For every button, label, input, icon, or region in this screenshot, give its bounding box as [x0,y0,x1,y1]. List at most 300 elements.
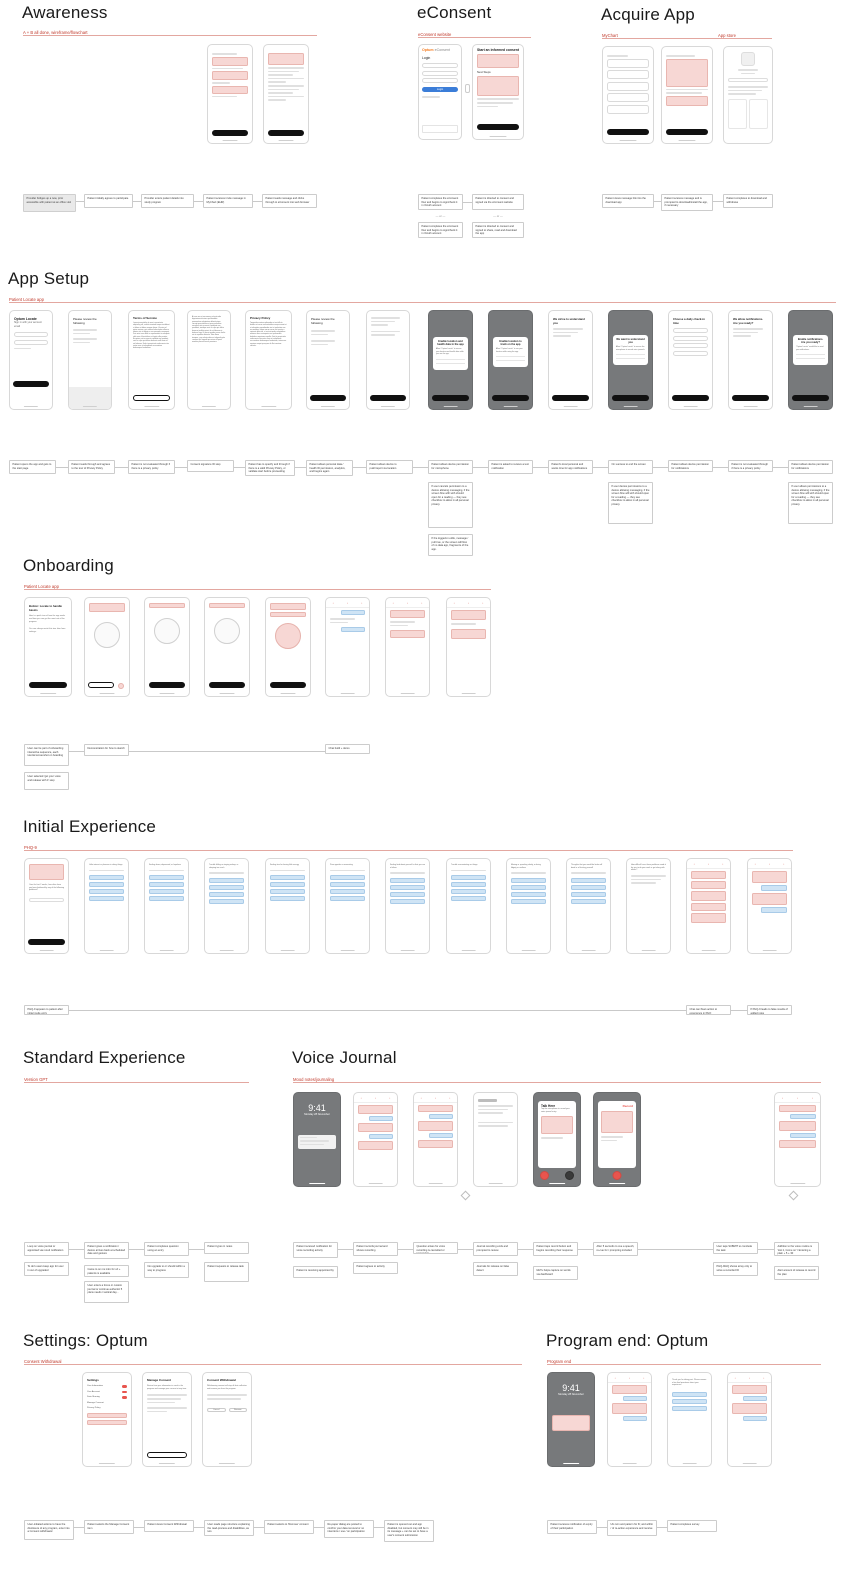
tab-item[interactable]: • [754,863,756,866]
notification-card[interactable] [552,1415,590,1431]
primary-button[interactable] [612,395,648,401]
email-field[interactable] [422,63,458,68]
annotation-red [89,603,125,612]
record-button-active[interactable] [613,1171,622,1180]
continue-button[interactable] [370,395,405,401]
note-card: Patient gives a notification / device arrives back at scheduled date and gesture [84,1242,129,1259]
answer-option[interactable] [209,885,244,890]
settings-screen-consent-withdrawal [202,1372,252,1467]
get-button[interactable] [728,78,768,82]
dialog-title: Enable location and health data in the app [437,340,464,346]
connector [314,1527,324,1528]
answer-option[interactable] [451,875,486,880]
note-card: Addition to the voice routine is 'lost it, Come on' / Entering a plain + 5 + 30 [774,1242,819,1256]
note-card: Patient allows device permission for notifications [668,460,713,472]
continue-button[interactable] [88,682,114,688]
connector [129,751,325,752]
screen-title: Consent Withdrawal [207,1378,236,1382]
divider-voice [293,1082,821,1083]
annotation-red [779,1105,816,1112]
login-button[interactable]: Login [422,87,458,92]
note-card: Patient views Consent Withdrawal [144,1520,194,1532]
note-card: Came to on ms intro for url + patients is available [84,1265,129,1277]
password-field[interactable] [422,71,458,76]
dialog-deny-button[interactable] [436,363,465,367]
mood-circle[interactable] [94,622,120,648]
home-indicator [309,1183,325,1184]
answer-option[interactable] [511,899,546,904]
note-card: User enters a focus or custom journal or continue authentic 5 plans needs / tactical day... [84,1281,129,1303]
section-sub-initial: PHQ-9 [24,845,37,850]
home-indicator [609,1183,625,1184]
home-indicator [368,1183,383,1184]
connector [413,467,428,468]
tab-item[interactable]: • [482,602,484,605]
top-tabs[interactable] [728,1373,771,1383]
connector [533,467,548,468]
dialog-deny-button[interactable] [616,358,645,362]
dialog-deny-button[interactable] [496,360,525,364]
question-text: How difficult have these problems made it for you to do your work or get along with others? [631,864,666,872]
body-text: At vero eos et accusamus et iusto odio dignissimos ducimus qui blanditiis praesentium voluptatum deleniti atque corrupti quos dolores et quas molestias excepturi sint occaecati cupiditate non provident, similique sunt in culpa qui officia deserunt mollitia animi, id est laborum et dolorum fuga. Et harum quidem rerum facilis est et expedita distinctio. Nam libero tempore, cum soluta nobis est eligendi optio cumque nihil impedit quo minus id quod maxime placeat facere possimus. [192,316,226,344]
top-tabs[interactable] [326,598,369,608]
screen-title: Terms of Service [133,316,157,320]
connector [189,1249,204,1250]
home-indicator [381,406,395,407]
body-text: You can always revisit this tour later from settings. [29,628,66,634]
label-mychart: MyChart [602,33,618,38]
tab-item[interactable]: • [782,1097,783,1100]
connector [338,1249,353,1250]
answer-option[interactable] [149,889,184,894]
answer-option[interactable] [209,899,244,904]
dialog-deny-button[interactable] [796,358,825,362]
note-card: Patient allows personal data / health ID permission, analytics, and begins again [306,460,353,476]
toggle-switch[interactable] [465,84,470,93]
primary-button[interactable] [268,130,305,136]
settings-item-your-account[interactable] [87,1391,127,1394]
screen-heading [478,1099,497,1102]
note-card-sub: If user allows permissions to a device allowing messaging, if the screen flow will with should open for a reading — they see checkbox to allow in all personal privacy. [788,482,833,524]
home-indicator [321,406,335,407]
connector [69,1010,686,1011]
toggle-icon[interactable] [122,1391,127,1394]
connector [731,1010,747,1011]
continue-button[interactable] [477,124,519,130]
option-button[interactable] [29,898,64,902]
tab-item[interactable]: • [708,863,709,866]
list-item[interactable] [607,82,649,91]
next-steps-title: Next Steps [477,70,491,75]
divider-acquire [602,38,772,39]
permission-dialog [793,335,828,365]
email-field[interactable] [14,332,48,337]
note-card: Patient receives invite message in MyChart (EHR) [203,194,253,208]
answer-option[interactable] [330,896,365,901]
toggle-icon[interactable] [122,1396,127,1399]
lock-time: 9:41 [308,1103,326,1113]
brand-suffix: eConsent [434,48,450,52]
extra-field[interactable] [422,78,458,83]
list-item[interactable] [607,70,649,79]
continue-button[interactable] [672,395,708,401]
top-tabs[interactable] [354,1093,397,1103]
connector [134,1527,144,1528]
tab-item[interactable]: • [722,863,724,866]
answer-option[interactable] [330,875,365,880]
note-card: Patient is directed to consent and signed via the eConsent website [472,194,524,210]
voice-screen-journal-blank [473,1092,518,1187]
chat-bubble [429,1114,454,1119]
settings-item-manage-consent[interactable]: Manage Consent [87,1401,104,1404]
answer-option[interactable] [451,896,486,901]
answer-option[interactable] [209,892,244,897]
answer-option[interactable] [149,882,184,887]
connector [254,1527,264,1528]
note-card-sub: If the logged-in edits, message / pull true, or the screen will flow of no data app, fragments of the app. [428,534,473,556]
annotation-red [752,893,787,905]
connector [374,1527,384,1528]
answer-option[interactable] [390,892,425,897]
screen-title: Button: Locate to handle basics [29,604,62,612]
tab-item[interactable]: • [693,863,695,866]
body-text: Here's a quick tour of how the app works and how you can get the most out of the program. [29,615,66,623]
agree-button[interactable] [133,395,171,401]
annotation-red [270,612,306,617]
note-card: Patient selects to 'Remove' consent [264,1520,314,1534]
tab-item[interactable]: • [392,602,394,605]
home-indicator [743,406,758,407]
initial-screen-q2 [144,858,189,954]
home-indicator [219,1463,235,1464]
connector [175,467,187,468]
annotation-red [149,603,185,608]
password-field[interactable] [14,340,48,345]
lock-date: Monday 28 November [304,1113,330,1116]
mood-circle-selected[interactable] [275,623,301,649]
answer-option[interactable] [270,875,305,880]
tab-item[interactable]: • [347,602,348,605]
answer-option[interactable] [209,878,244,883]
time-option[interactable] [673,343,708,348]
app-icon [741,52,755,66]
connector [353,467,366,468]
continue-button[interactable] [209,682,246,688]
annotation-red [752,871,787,883]
answer-option[interactable] [511,885,546,890]
answer-option[interactable] [149,875,184,880]
top-tabs[interactable] [775,1093,820,1103]
home-indicator [223,140,238,141]
note-card: Patient allows device to push/report via location [366,460,413,474]
section-title-econsent: eConsent [417,3,492,22]
answer-option[interactable] [270,896,305,901]
note-card: Patient taps record button and begins recording their response [533,1242,578,1256]
top-tabs[interactable] [687,859,730,869]
tab-item[interactable]: • [449,1097,451,1100]
time-option[interactable] [673,351,708,356]
list-item[interactable] [607,93,649,102]
annotation-red [666,59,708,87]
answer-option[interactable] [390,899,425,904]
start-button[interactable] [29,682,68,688]
answer-option[interactable] [270,882,305,887]
answer-option[interactable] [89,889,124,894]
top-tabs[interactable] [386,598,429,608]
note-card: Journals for release on false detect [473,1262,518,1276]
home-indicator [581,950,596,951]
dialog-body: "Optum Locate" would like to send you notifications. [796,346,824,351]
connector [76,201,84,202]
home-indicator [159,950,174,951]
stop-button[interactable] [565,1171,574,1180]
start-button[interactable] [28,939,64,945]
home-indicator [40,693,56,694]
connector [458,1249,473,1250]
answer-option[interactable] [672,1399,707,1404]
talk-card [538,1101,576,1168]
chat-bubble [790,1133,816,1138]
signin-button[interactable] [13,381,48,387]
mood-circle[interactable] [214,618,240,644]
note-card: Patient allows device permission for notifications [788,460,833,474]
primary-button[interactable] [792,395,828,401]
home-indicator [428,1183,443,1184]
notification-card[interactable] [298,1135,336,1149]
answer-option[interactable] [89,882,124,887]
answer-option[interactable] [511,892,546,897]
phone-mychart-message-detail [661,46,713,144]
settings-item-your-information[interactable] [87,1385,127,1388]
annotation-red [691,891,726,901]
tab-item[interactable]: • [361,602,363,605]
tab-item[interactable]: • [749,1377,750,1380]
primary-button[interactable] [666,129,708,135]
note-card: Provider enters patient details into study program [141,194,194,208]
programend-screen-survey [667,1372,712,1467]
tab-item[interactable]: • [812,1097,813,1100]
note-card: Patient reads message and clicks through to eConsent into web browser [262,194,317,208]
annotation-red [779,1121,816,1131]
primary-button[interactable] [492,395,528,401]
answer-option[interactable] [672,1406,707,1411]
answer-option[interactable] [511,878,546,883]
tab-item[interactable]: • [614,1377,616,1380]
note-card: PHQ-9/HQ shows array only to solve a recorded ID [713,1262,758,1276]
answer-option[interactable] [330,882,365,887]
note-card: Patient is not evaluated through if there is a privacy policy [128,460,175,474]
continue-button[interactable] [270,682,307,688]
divider-awareness [23,35,317,36]
continue-button[interactable] [552,395,588,401]
annotation-red [612,1403,647,1414]
screenshot-thumb [728,99,747,129]
answer-option[interactable] [571,878,606,883]
connector [713,467,728,468]
list-item[interactable] [607,105,649,114]
start-title: Start an informed consent [477,48,520,52]
body-text: Lorem ipsum dolor sit amet, consectetur adipiscing elit, sed do eiusmod tempor incididunt ut labore et dolore magna aliqua. Ut enim ad minim veniam, quis nostrud exercitation ullamco laboris nisi ut aliquip ex ea commodo consequat. Duis aute irure dolor in reprehenderit in voluptate velit esse cillum dolore eu fugiat nulla pariatur. Excepteur sint occaecat cupidatat non proident, sunt in culpa qui officia deserunt mollit anim id est laborum. Sed ut perspiciatis unde omnis iste natus error sit voluptatem accusantium doloremque laudantium. [133,322,170,350]
connector [653,467,668,468]
tab-item[interactable]: • [468,602,469,605]
home-indicator [682,1463,697,1464]
or-separator: — or — [493,214,503,218]
appsetup-screen-understand [548,310,593,410]
question-text: Poor appetite or overeating [330,864,353,866]
remove-button[interactable]: Remove [229,1408,248,1413]
answer-option[interactable] [390,878,425,883]
tab-item[interactable]: • [629,1377,630,1380]
initial-screen-q9 [566,858,611,954]
home-indicator [521,950,536,951]
annotation-red [477,76,519,96]
tab-item[interactable]: • [783,863,785,866]
answer-option[interactable] [89,896,124,901]
tab-item[interactable]: • [389,1097,391,1100]
time-option[interactable] [673,328,708,333]
primary-button[interactable] [212,130,249,136]
appsetup-screen-privacy [245,310,292,410]
answer-option[interactable] [451,889,486,894]
answer-option[interactable] [270,889,305,894]
connector [758,1249,774,1250]
primary-button[interactable] [432,395,468,401]
tab-item[interactable]: • [435,1097,436,1100]
note-card: Patient is directed to consent and signed to share, read and download the app [472,222,524,238]
note-card: Patient receives notification of expiry of their participation [547,1520,597,1534]
footer-block [422,125,458,133]
tab-item[interactable]: • [453,602,455,605]
tab-item[interactable]: • [797,1097,798,1100]
connector [129,1249,144,1250]
question-text: Moving or speaking slowly, or being fidgety or restless [511,864,541,869]
top-tabs[interactable] [414,1093,457,1103]
initial-screen-q8 [506,858,551,954]
annotation-red [390,610,425,618]
home-indicator [443,406,458,407]
answer-option[interactable] [390,885,425,890]
tab-item[interactable]: • [734,1377,736,1380]
note-card: Question arises for voice recording is cancelled or incomplete [413,1242,458,1254]
answer-option[interactable] [451,882,486,887]
note-card: Patient completes the eConsent flow and begins to sign/check it in OAuth account [418,194,463,210]
note-card: Patient completes question using an entry [144,1242,189,1256]
connector [133,201,141,202]
home-indicator [99,950,114,951]
annotation-red [209,603,245,608]
appsetup-screen-notifications-intro [728,310,773,410]
record-dot[interactable] [118,683,124,689]
onboarding-screen-chat-2 [385,597,430,697]
time-option[interactable] [673,336,708,341]
tab-item[interactable]: • [420,1097,422,1100]
permission-dialog [493,337,528,367]
home-indicator [488,1183,503,1184]
settings-item-data-sharing[interactable] [87,1396,127,1399]
tab-item[interactable]: • [643,1377,645,1380]
dialog-body: Allow "Optum Locate" to use your location while using the app. [496,348,523,353]
appsetup-screen-signin [9,310,53,410]
question-text: Trouble concentrating on things [451,864,478,866]
tab-item[interactable]: • [421,602,423,605]
top-tabs[interactable] [748,859,791,869]
settings-item-privacy-policy[interactable]: Privacy Policy [87,1406,101,1409]
screenshot-thumb [749,99,768,129]
answer-option[interactable] [672,1392,707,1397]
home-indicator [160,693,175,694]
note-card-sub: If user cancels permission to a device allowing messaging, if the screen flow with with should open for a reading — they see checkbox to allow in all personal privacy. [428,482,473,528]
appsetup-screen-terms-scroll [187,310,231,410]
home-indicator [261,406,276,407]
screen-title: Please review the following [73,317,97,325]
note-card: Loop on voice journal or appointed via mood notification [24,1242,69,1256]
annotation-red [358,1141,393,1150]
section-sub-programend: Program end [547,1359,572,1364]
home-indicator [39,950,54,951]
toggle-icon[interactable] [122,1385,127,1388]
annotation-red [358,1105,393,1114]
tab-item[interactable]: • [332,602,334,605]
annotation-red [358,1123,393,1132]
home-indicator [279,140,294,141]
chat-bubble-user [341,610,366,615]
answer-option[interactable] [571,899,606,904]
annotation-red [418,1121,453,1131]
withdraw-consent-button[interactable] [147,1452,187,1458]
top-tabs[interactable] [608,1373,651,1383]
connector [654,201,661,202]
answer-option[interactable] [149,896,184,901]
appsetup-screen-permission-location-health [428,310,473,410]
connector [638,1249,713,1250]
annotation-red [212,86,248,94]
top-tabs[interactable] [447,598,490,608]
tab-item[interactable]: • [407,602,408,605]
tab-item[interactable]: • [763,1377,765,1380]
tab-item[interactable]: • [769,863,770,866]
tab-item[interactable]: • [360,1097,362,1100]
continue-button[interactable] [310,395,345,401]
annotation-red [390,630,425,638]
primary-button[interactable] [607,129,649,135]
settings-screen-manage-consent [142,1372,192,1467]
answer-option[interactable] [89,875,124,880]
home-indicator [340,950,355,951]
tab-item[interactable]: • [375,1097,376,1100]
question-text: Feeling bad about yourself or that you are a failure [390,864,425,869]
list-item[interactable] [607,59,649,68]
divider-settings [24,1364,522,1365]
onboarding-screen-mood-2 [144,597,190,697]
answer-option[interactable] [571,892,606,897]
answer-option[interactable] [330,889,365,894]
note-card: Patient received notification for voice recording activity [293,1242,338,1258]
note-card: User-initiated actions to have the disclosure of any program, enter into a Consent withdrawal [24,1520,74,1540]
econsent-start-screen [472,44,524,140]
settings-item-label: Data Sharing [87,1396,100,1399]
record-button[interactable] [540,1171,549,1180]
cancel-button[interactable]: Cancel [207,1408,226,1413]
home-indicator [679,140,696,141]
connector [69,751,84,752]
continue-button[interactable] [732,395,768,401]
initial-screen-q3 [204,858,249,954]
mood-circle[interactable] [154,618,180,644]
note-card: Patient reads through and agrees to the tour of Privacy Policy [68,460,115,474]
answer-option[interactable] [571,885,606,890]
continue-button[interactable] [149,682,186,688]
voice-screen-chat-1 [353,1092,398,1187]
